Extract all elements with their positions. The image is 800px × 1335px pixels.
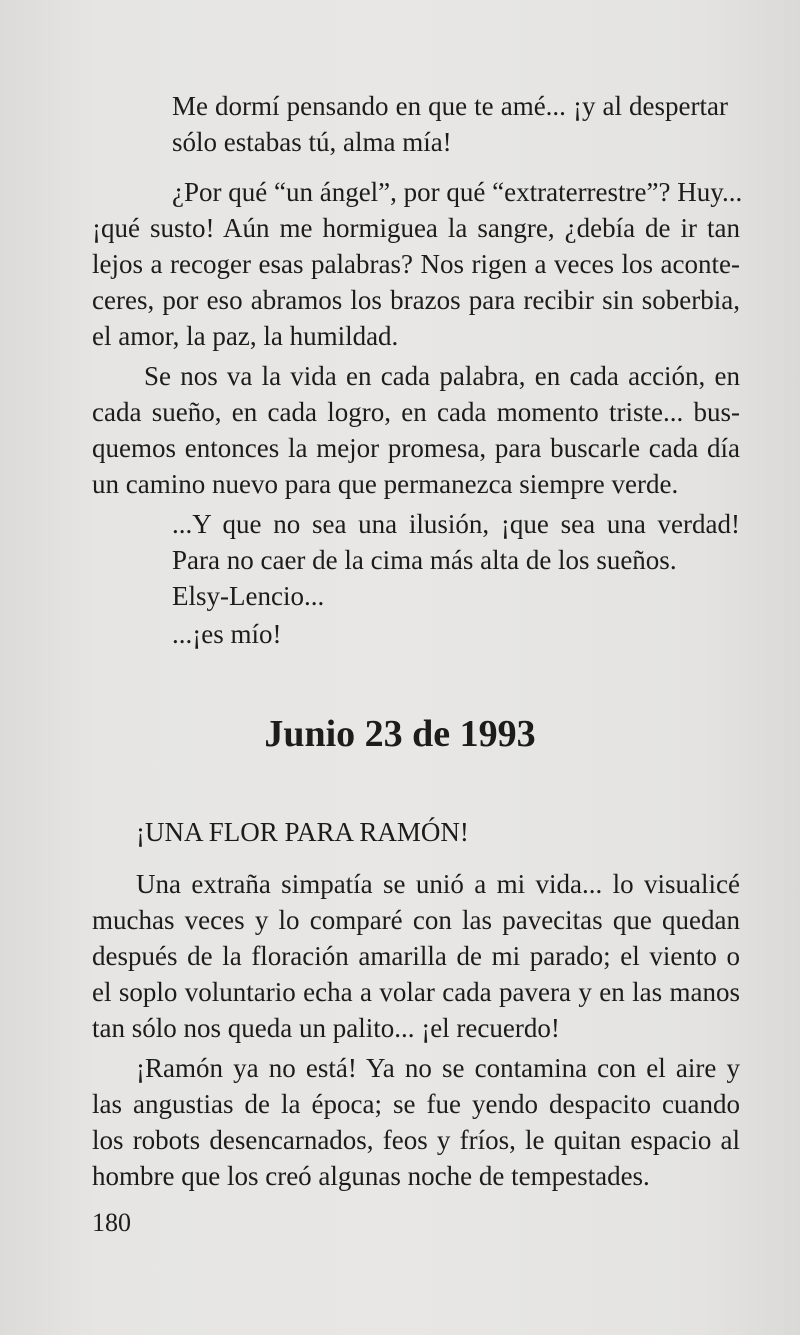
paragraph-line: el amor, la paz, la humildad.: [92, 321, 399, 351]
paragraph-line: muchas veces y lo comparé con las pavecitas que quedan: [92, 905, 740, 935]
paragraph-line: hombre que los creó algunas noche de tempestades.: [92, 1161, 650, 1191]
signature: Elsy-Lencio...: [172, 581, 325, 611]
paragraph-line: Se nos va la vida en cada palabra, en cada acción, en: [144, 361, 740, 391]
paragraph-line: ¡qué susto! Aún me hormiguea la sangre, ¿debía de ir tan: [92, 213, 740, 243]
paragraph-line: ...Y que no sea una ilusión, ¡que sea una verdad!: [172, 509, 740, 539]
paragraph-2: [92, 174, 743, 354]
paragraph-line: cada sueño, en cada logro, en cada momento triste... bus-: [92, 397, 740, 427]
paragraph-line: Una extraña simpatía se unió a mi vida... lo visualicé: [136, 869, 740, 899]
paragraph-line: ceres, por eso abramos los brazos para recibir sin soberbia,: [92, 285, 740, 315]
section-title: ¡UNA FLOR PARA RAMÓN!: [136, 817, 469, 847]
paragraph-line: Para no caer de la cima más alta de los sueños.: [172, 545, 677, 575]
paragraph-line: los robots desencarnados, feos y fríos, le quitan espacio al: [92, 1125, 740, 1155]
paragraph-line: tan sólo nos queda un palito... ¡el recuerdo!: [92, 1013, 560, 1043]
closing-line: ...¡es mío!: [172, 619, 282, 649]
paragraph-6: [92, 1050, 740, 1194]
paragraph-line: ¿Por qué “un ángel”, por qué “extraterrestre”? Huy...: [172, 177, 743, 207]
page-number: 180: [92, 1208, 131, 1237]
paragraph-line: un camino nuevo para que permanezca siempre verde.: [92, 469, 679, 499]
paragraph-3: [92, 358, 740, 502]
paragraph-line: el soplo voluntario echa a volar cada pavera y en las manos: [92, 977, 740, 1007]
date-heading: Junio 23 de 1993: [264, 713, 536, 755]
paragraph-line: ¡Ramón ya no está! Ya no se contamina con el aire y: [136, 1053, 740, 1083]
paragraph-line: después de la floración amarilla de mi parado; el viento o: [92, 941, 740, 971]
paragraph-line: lejos a recoger esas palabras? Nos rigen a veces los aconte-: [92, 249, 740, 279]
paragraph-line: sólo estabas tú, alma mía!: [172, 127, 452, 157]
paragraph-line: quemos entonces la mejor promesa, para buscarle cada día: [92, 433, 740, 463]
paragraph-5: [92, 866, 740, 1046]
paragraph-line: Me dormí pensando en que te amé... ¡y al despertar: [172, 91, 728, 121]
paragraph-1: [172, 88, 728, 160]
paragraph-4: [172, 506, 740, 578]
paragraph-line: las angustias de la época; se fue yendo despacito cuando: [92, 1089, 740, 1119]
